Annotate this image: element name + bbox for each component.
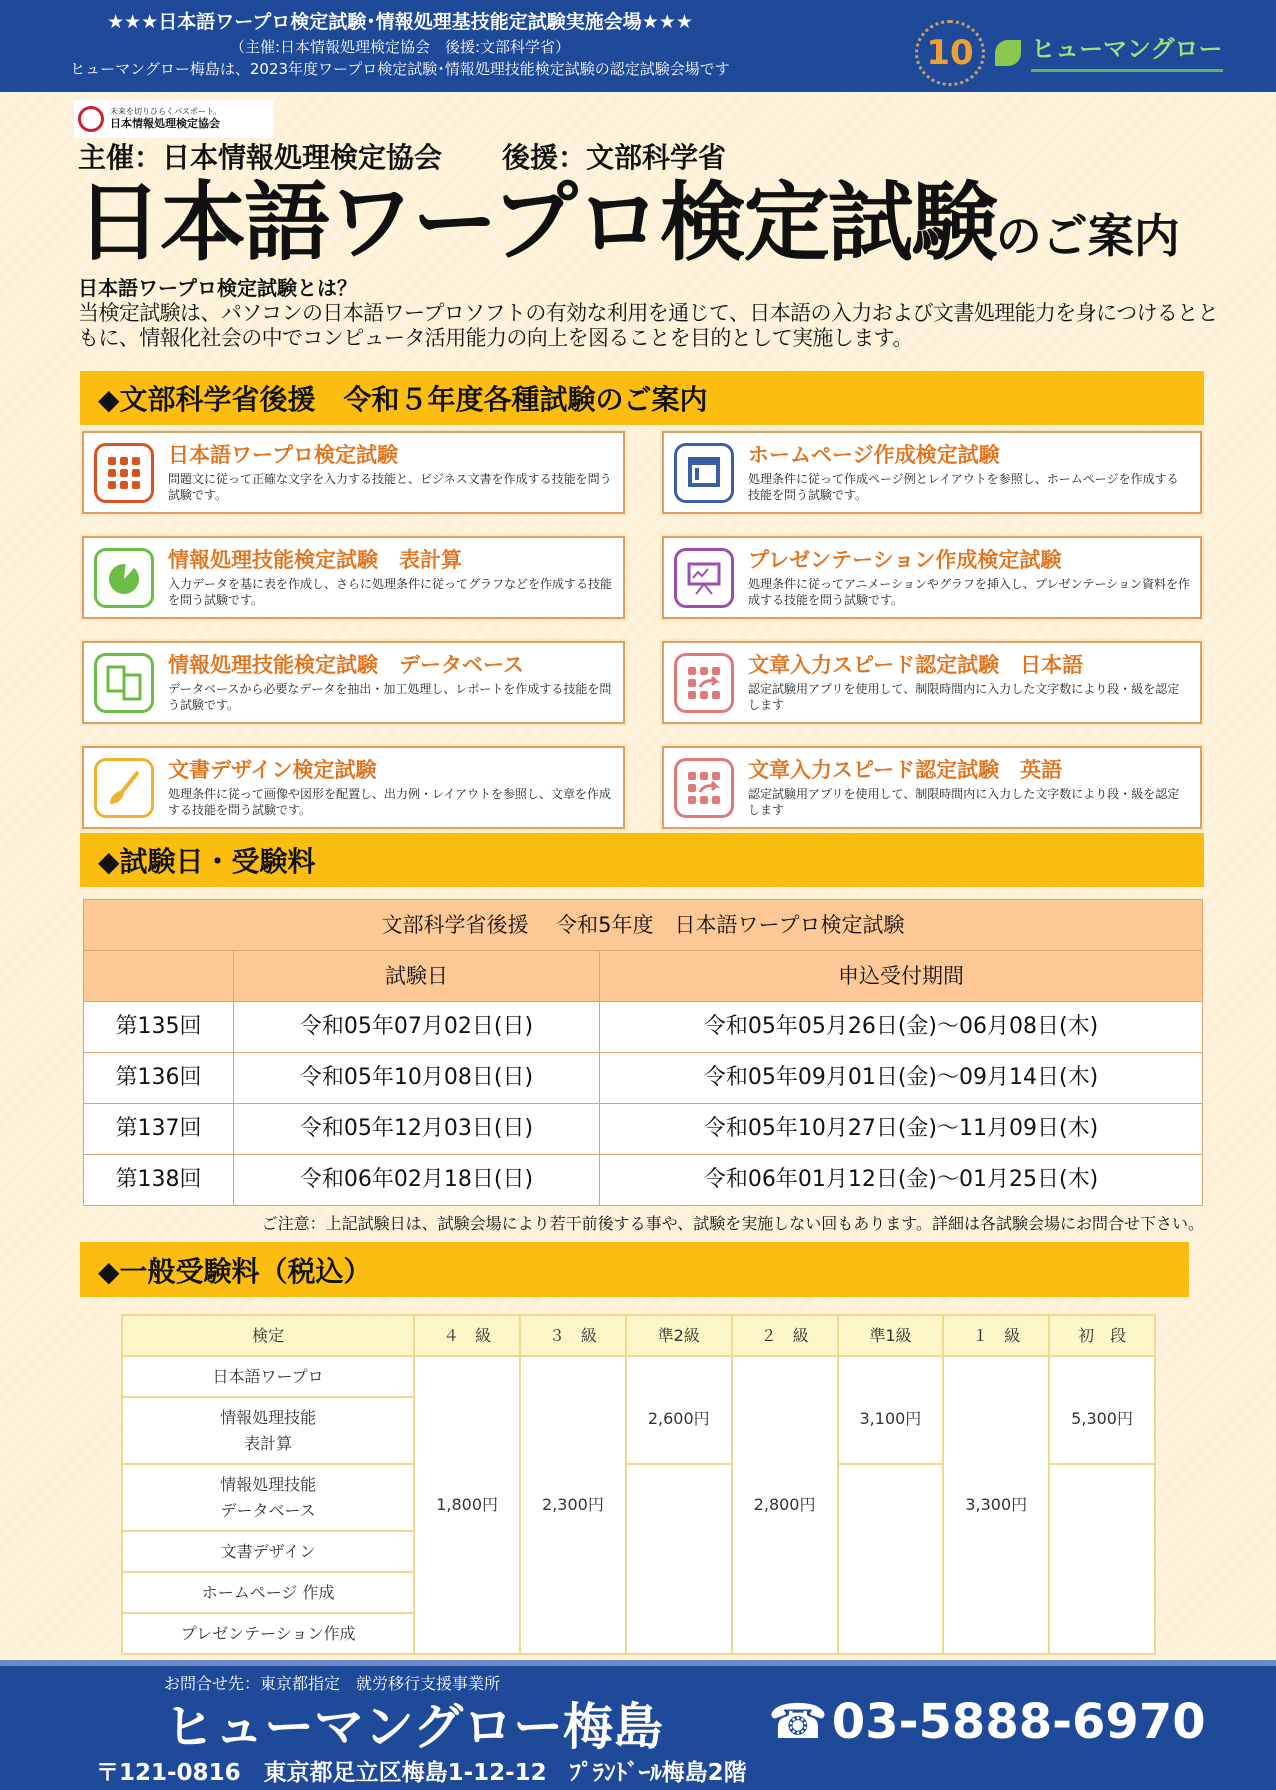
schedule-cell: 第135回	[84, 1002, 234, 1053]
fee-pre1: 3,100円	[838, 1356, 944, 1464]
schedule-caption: 文部科学省後援 令和5年度 日本語ワープロ検定試験	[84, 900, 1203, 951]
col-header	[84, 951, 234, 1002]
brand-logo	[915, 20, 1255, 86]
typing-speed-icon	[674, 758, 734, 818]
exam-desc: 認定試験用アプリを使用して、制限時間内に入力した文字数により段・級を認定します	[748, 681, 1180, 712]
exam-name: 文書デザイン	[122, 1531, 414, 1572]
schedule-cell: 令和06年02月18日(日)	[234, 1155, 600, 1206]
fee-shodan: 5,300円	[1049, 1356, 1155, 1464]
section-exams-heading: ◆文部科学省後援 令和５年度各種試験のご案内	[80, 371, 1204, 425]
exam-card	[82, 536, 625, 619]
address: 〒121-0816 東京都足立区梅島1-12-12 ﾌﾟﾗﾝﾄﾞｰﾙ梅島2階	[96, 1760, 747, 1786]
support: 後援：文部科学省	[502, 141, 727, 174]
banner-venue-note: ヒューマングロー梅島は、2023年度ワープロ検定試験･情報処理技能検定試験の認定試験会場です	[70, 60, 730, 78]
exam-desc: 認定試験用アプリを使用して、制限時間内に入力した文字数により段・級を認定します	[748, 786, 1180, 817]
exam-desc: 処理条件に従って作成ページ例とレイアウトを参照し、ホームページを作成する技能を問う試験です。	[748, 471, 1179, 502]
fee-header: 準1級	[838, 1315, 944, 1356]
fee-empty	[1049, 1464, 1155, 1654]
banner-headline: ★★★日本語ワープロ検定試験･情報処理基技能定試験実施会場★★★	[107, 11, 693, 33]
schedule-cell: 令和05年12月03日(日)	[234, 1104, 600, 1155]
schedule-cell: 令和05年07月02日(日)	[234, 1002, 600, 1053]
exam-title: 情報処理技能検定試験 データベース	[168, 652, 524, 677]
exam-title: 情報処理技能検定試験 表計算	[168, 547, 462, 572]
fee-grade4: 1,800円	[414, 1356, 520, 1654]
brand-name: ヒューマングロー	[1031, 35, 1223, 72]
schedule-note: ご注意：上記試験日は、試験会場により若干前後する事や、試験を実施しない回もあります。詳細は各試験会場にお問合せ下さい。	[261, 1214, 1204, 1233]
fee-header: ３ 級	[520, 1315, 626, 1356]
exam-card	[662, 536, 1202, 619]
page-title	[76, 173, 1180, 279]
phone-number[interactable]	[768, 1694, 1206, 1750]
title-main: 日本語ワープロ検定試験	[76, 173, 996, 273]
fee-header: １ 級	[943, 1315, 1049, 1356]
fee-header: ４ 級	[414, 1315, 520, 1356]
association-logo	[74, 100, 274, 138]
exam-title: 日本語ワープロ検定試験	[168, 442, 398, 467]
presentation-icon	[674, 548, 734, 608]
leaf-icon	[995, 40, 1021, 66]
exam-card	[82, 641, 625, 724]
section-dates-heading: ◆試験日・受験料	[80, 833, 1204, 887]
exam-title: プレゼンテーション作成検定試験	[748, 547, 1062, 572]
exam-title: ホームページ作成検定試験	[748, 442, 1000, 467]
schedule-cell: 第136回	[84, 1053, 234, 1104]
exam-desc: 問題文に従って正確な文字を入力する技能と、ビジネス文書を作成する技能を問う試験です。	[168, 471, 612, 502]
exam-name: 情報処理技能 表計算	[122, 1397, 414, 1464]
intro-question: 日本語ワープロ検定試験とは？	[78, 276, 357, 300]
fee-header: 準2級	[626, 1315, 732, 1356]
exam-name: プレゼンテーション作成	[122, 1613, 414, 1654]
office-name: ヒューマングロー梅島	[164, 1698, 663, 1756]
keypad-icon	[94, 443, 154, 503]
fee-header: ２ 級	[732, 1315, 838, 1356]
schedule-cell: 令和05年10月08日(日)	[234, 1053, 600, 1104]
exam-name: 情報処理技能 データベース	[122, 1464, 414, 1531]
logo-tagline: 未来を切りひらくパスポート。	[110, 107, 222, 116]
title-suffix: のご案内	[995, 209, 1180, 263]
fee-table	[121, 1314, 1156, 1655]
schedule-cell: 令和05年10月27日(金)～11月09日(木)	[600, 1104, 1203, 1155]
exam-desc: 処理条件に従って画像や図形を配置し、出力例・レイアウトを参照し、文章を作成する技能を問う試験です。	[168, 786, 612, 817]
col-header: 試験日	[234, 951, 600, 1002]
fee-header: 検定	[122, 1315, 414, 1356]
schedule-row	[84, 1002, 1203, 1053]
top-banner	[0, 0, 1276, 92]
host: 主催：日本情報処理検定協会	[78, 141, 443, 174]
schedule-cell: 令和05年09月01日(金)～09月14日(木)	[600, 1053, 1203, 1104]
fee-header: 初 段	[1049, 1315, 1155, 1356]
fee-empty	[626, 1464, 732, 1654]
fee-empty	[838, 1464, 944, 1654]
fee-grade1: 3,300円	[943, 1356, 1049, 1654]
schedule-cell: 第138回	[84, 1155, 234, 1206]
exam-card	[662, 641, 1202, 724]
webpage-icon	[674, 443, 734, 503]
exam-name: ホームページ 作成	[122, 1572, 414, 1613]
brush-icon	[94, 758, 154, 818]
anniversary-badge-icon: 10	[915, 20, 985, 86]
sponsor-line	[78, 142, 786, 174]
phone-text: 03-5888-6970	[831, 1694, 1206, 1750]
exam-title: 文章入力スピード認定試験 日本語	[748, 652, 1084, 677]
contact-label: お問合せ先：東京都指定 就労移行支援事業所	[164, 1674, 501, 1693]
logo-name: 日本情報処理検定協会	[110, 117, 220, 130]
database-icon	[94, 653, 154, 713]
phone-icon: ☎	[768, 1694, 828, 1750]
intro-text: 当検定試験は、パソコンの日本語ワープロソフトの有効な利用を通じて、日本語の入力および文書処理能力を身につけるとともに、情報化社会の中でコンピュータ活用能力の向上を図ることを目的として実施します。	[78, 301, 1219, 350]
fee-pre2: 2,600円	[626, 1356, 732, 1464]
flower-emblem-icon	[78, 106, 104, 132]
schedule-table	[83, 899, 1203, 1206]
schedule-cell: 第137回	[84, 1104, 234, 1155]
exam-desc: 処理条件に従ってアニメーションやグラフを挿入し、プレゼンテーション資料を作成する技能を問う試験です。	[748, 576, 1190, 607]
schedule-row	[84, 1155, 1203, 1206]
exam-card	[82, 431, 625, 514]
exam-card	[662, 431, 1202, 514]
schedule-cell: 令和05年05月26日(金)～06月08日(木)	[600, 1002, 1203, 1053]
section-fees-heading: ◆一般受験料（税込）	[80, 1242, 1189, 1297]
exam-desc: データベースから必要なデータを抽出・加工処理し、レポートを作成する技能を問う試験です。	[168, 681, 612, 712]
pie-chart-icon	[94, 548, 154, 608]
banner-sponsor: （主催:日本情報処理検定協会 後援:文部科学省）	[229, 38, 571, 56]
footer	[0, 1660, 1276, 1790]
fee-grade3: 2,300円	[520, 1356, 626, 1654]
exam-title: 文章入力スピード認定試験 英語	[748, 757, 1063, 782]
schedule-row	[84, 1053, 1203, 1104]
schedule-row	[84, 1104, 1203, 1155]
exam-name: 日本語ワープロ	[122, 1356, 414, 1397]
exam-card	[82, 746, 625, 829]
typing-speed-icon	[674, 653, 734, 713]
fee-grade2: 2,800円	[732, 1356, 838, 1654]
exam-card	[662, 746, 1202, 829]
exam-title: 文書デザイン検定試験	[168, 757, 377, 782]
schedule-cell: 令和06年01月12日(金)～01月25日(木)	[600, 1155, 1203, 1206]
col-header: 申込受付期間	[600, 951, 1203, 1002]
exam-desc: 入力データを基に表を作成し、さらに処理条件に従ってグラフなどを作成する技能を問う試験です。	[168, 576, 613, 607]
